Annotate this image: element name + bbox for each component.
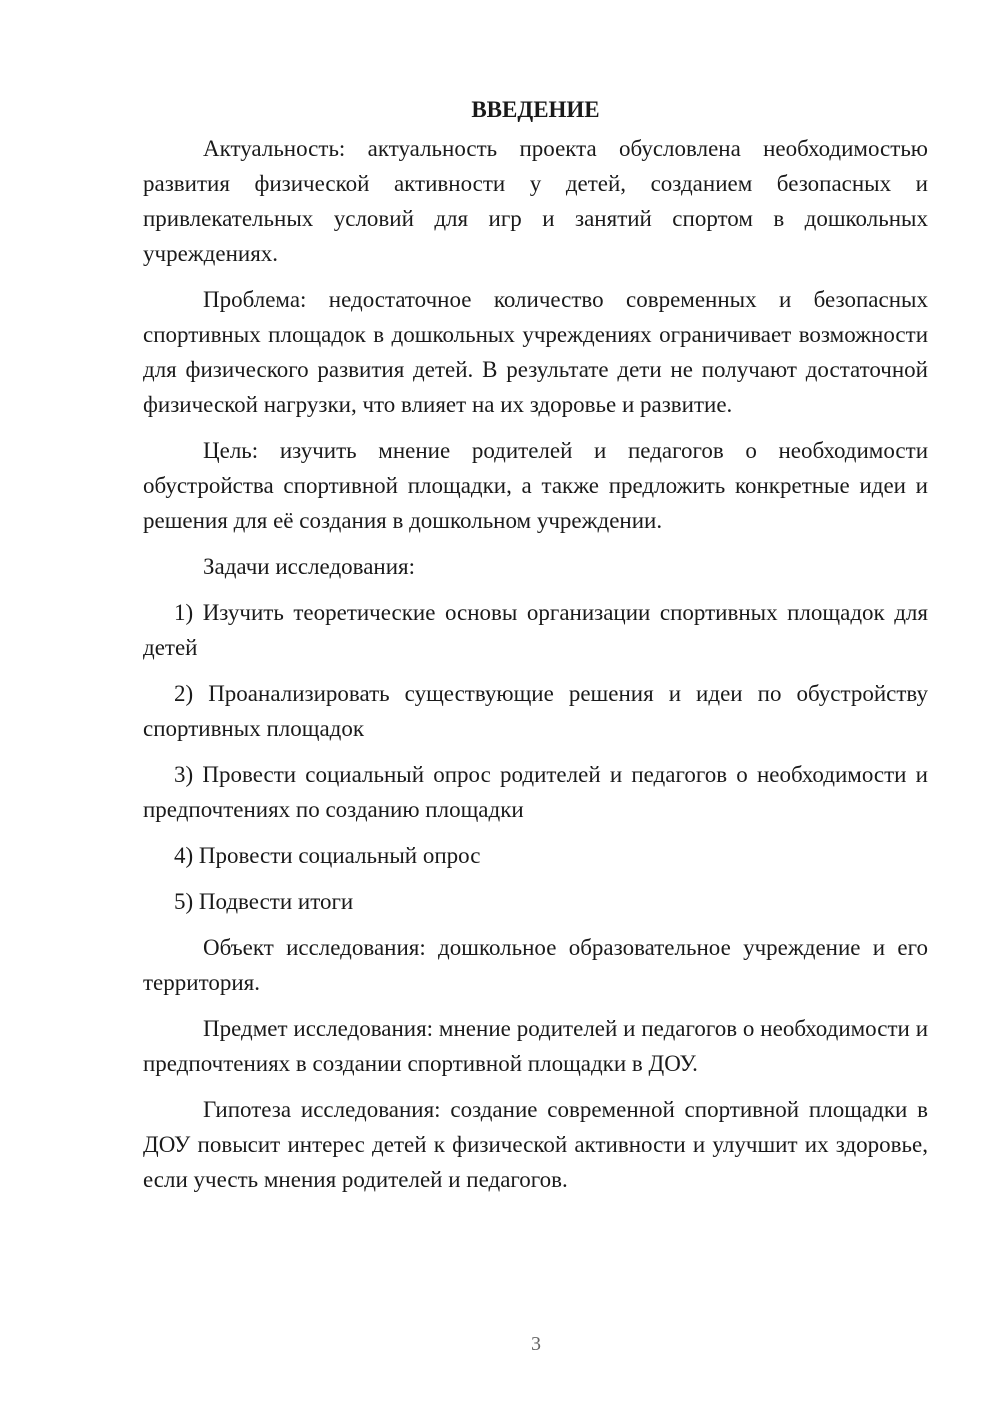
paragraph-hypothesis: Гипотеза исследования: создание современной спортивной площадки в ДОУ повысит интерес детей к физической активности и улучшит их здоровье, если учесть мнения родителей и педагогов. bbox=[143, 1097, 928, 1192]
task-item-1: 1) Изучить теоретические основы организации спортивных площадок для детей bbox=[143, 600, 928, 660]
page-number: 3 bbox=[531, 1333, 541, 1355]
tasks-title: Задачи исследования: bbox=[203, 554, 416, 579]
page-content bbox=[143, 92, 928, 1208]
paragraph-object: Объект исследования: дошкольное образовательное учреждение и его территория. bbox=[143, 935, 928, 995]
paragraph-goal: Цель: изучить мнение родителей и педагогов о необходимости обустройства спортивной площадки, а также предложить конкретные идеи и решения для её создания в дошкольном учреждении. bbox=[143, 438, 928, 533]
paragraph-subject: Предмет исследования: мнение родителей и педагогов о необходимости и предпочтениях в создании спортивной площадки в ДОУ. bbox=[143, 1016, 928, 1076]
task-item-5: 5) Подвести итоги bbox=[174, 889, 354, 914]
task-item-3: 3) Провести социальный опрос родителей и педагогов о необходимости и предпочтениях по созданию площадки bbox=[143, 762, 928, 822]
task-item-2: 2) Проанализировать существующие решения и идеи по обустройству спортивных площадок bbox=[143, 681, 928, 741]
paragraph-relevance: Актуальность: актуальность проекта обусловлена необходимостью развития физической активности у детей, созданием безопасных и привлекательных условий для игр и занятий спортом в дошкольных учреждениях. bbox=[143, 136, 928, 266]
paragraph-problem: Проблема: недостаточное количество современных и безопасных спортивных площадок в дошкольных учреждениях ограничивает возможности для физического развития детей. В результате дети не получают достаточной физической нагрузки, что влияет на их здоровье и развитие. bbox=[143, 287, 928, 417]
section-heading: ВВЕДЕНИЕ bbox=[471, 97, 600, 122]
task-item-4: 4) Провести социальный опрос bbox=[174, 843, 481, 868]
